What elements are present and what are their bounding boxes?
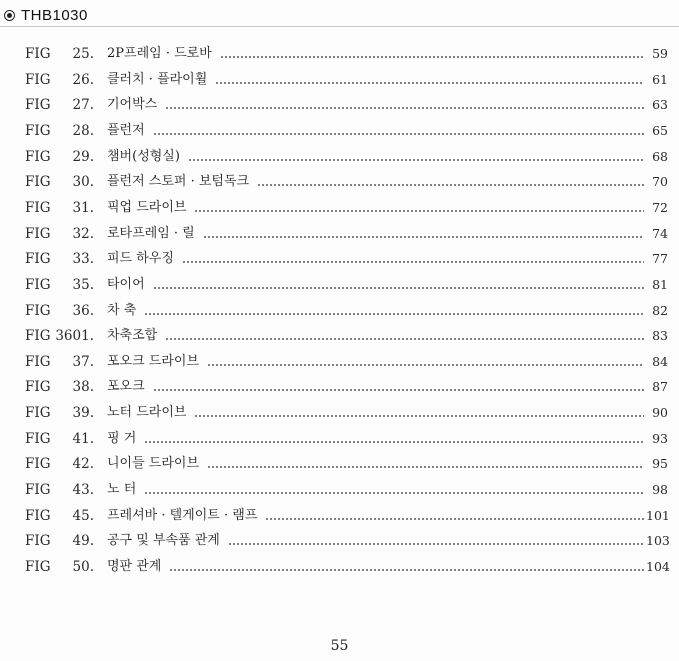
- fig-label: FIG: [25, 148, 51, 165]
- fig-number: 36.: [72, 302, 94, 319]
- fig-label: FIG: [25, 122, 51, 139]
- fig-label: FIG: [25, 482, 51, 499]
- entry-page-number: 72: [652, 199, 668, 215]
- dot-leader: [207, 466, 644, 468]
- fig-label: FIG: [25, 71, 51, 88]
- entry-title: 차축조합: [107, 328, 158, 344]
- fig-number: 33.: [72, 251, 94, 268]
- fig-number: 42.: [72, 456, 94, 473]
- dot-leader: [215, 82, 644, 84]
- fig-label: FIG: [25, 174, 51, 191]
- entry-page-number: 83: [652, 328, 668, 344]
- entry-title: 기어박스: [107, 97, 158, 113]
- fig-number: 35.: [72, 276, 94, 293]
- fig-label: FIG: [25, 405, 51, 422]
- entry-page-number: 77: [652, 251, 668, 267]
- fig-label: FIG: [25, 199, 51, 216]
- entry-page-number: 68: [652, 148, 668, 164]
- page-header: [4, 5, 88, 25]
- toc-entry: [0, 557, 679, 577]
- entry-title: 플런저: [107, 122, 145, 138]
- fig-label: FIG: [25, 559, 51, 575]
- toc-entry: [0, 326, 679, 346]
- toc-entry: [0, 301, 679, 321]
- fig-number: 38.: [72, 379, 94, 396]
- dot-leader: [228, 543, 644, 545]
- entry-title: 공구 및 부속품 관계: [107, 533, 220, 549]
- fig-label: FIG: [25, 46, 51, 62]
- toc-entry: [0, 147, 679, 167]
- toc-entry: [0, 121, 679, 141]
- dot-leader: [182, 261, 644, 263]
- fig-number: 27.: [72, 97, 94, 114]
- fig-label: FIG: [25, 379, 51, 396]
- fig-number: 31.: [72, 199, 94, 216]
- entry-title: 포오크: [107, 379, 145, 395]
- entry-page-number: 95: [652, 456, 668, 472]
- entry-page-number: 70: [652, 174, 668, 190]
- entry-title: 명판 관계: [107, 559, 162, 574]
- fig-label: FIG: [25, 225, 51, 242]
- entry-page-number: 61: [652, 71, 668, 87]
- fig-number: 25.: [72, 46, 94, 62]
- fig-label: FIG: [25, 276, 51, 293]
- entry-page-number: 87: [652, 379, 668, 395]
- entry-title: 챔버(성형실): [107, 148, 180, 164]
- toc-entry: [0, 531, 679, 551]
- toc-entry: [0, 506, 679, 526]
- dot-leader: [194, 210, 644, 212]
- circle-bullet-icon: [4, 10, 15, 21]
- dot-leader: [265, 518, 644, 520]
- toc-entry: [0, 249, 679, 269]
- entry-page-number: 90: [652, 405, 668, 421]
- entry-page-number: 98: [652, 482, 668, 498]
- page-number-footer: 55: [330, 638, 349, 654]
- fig-label: FIG: [25, 97, 51, 114]
- entry-title: 피드 하우징: [107, 251, 174, 267]
- toc-entry: [0, 275, 679, 295]
- dot-leader: [153, 133, 644, 135]
- fig-number: 26.: [72, 71, 94, 88]
- fig-number: 41.: [72, 430, 94, 447]
- entry-title: 클러치 · 플라이휠: [107, 71, 208, 87]
- toc-entry: [0, 429, 679, 449]
- dot-leader: [194, 415, 644, 417]
- dot-leader: [153, 389, 644, 391]
- fig-number: 50.: [72, 559, 94, 575]
- entry-title: 니이들 드라이브: [107, 456, 200, 472]
- fig-label: FIG: [25, 302, 51, 319]
- toc-entry: [0, 454, 679, 474]
- toc-entry: [0, 224, 679, 244]
- toc-entry: [0, 480, 679, 500]
- fig-number: 29.: [72, 148, 94, 165]
- entry-title: 차 축: [107, 302, 137, 318]
- fig-label: FIG: [25, 353, 51, 370]
- header-divider: [0, 26, 679, 27]
- entry-page-number: 84: [652, 353, 668, 369]
- entry-title: 노 터: [107, 482, 137, 498]
- dot-leader: [144, 313, 644, 315]
- toc-entry: [0, 172, 679, 192]
- fig-number: 37.: [72, 353, 94, 370]
- fig-number: 28.: [72, 122, 94, 139]
- entry-page-number: 104: [646, 559, 670, 574]
- dot-leader: [188, 159, 644, 161]
- toc-entry: [0, 377, 679, 397]
- fig-label: FIG: [25, 507, 51, 524]
- dot-leader: [257, 184, 644, 186]
- toc-entry: [0, 44, 679, 64]
- entry-page-number: 81: [652, 276, 668, 292]
- fig-number: 30.: [72, 174, 94, 191]
- fig-number: 45.: [72, 507, 94, 524]
- fig-number: 3601.: [55, 328, 94, 345]
- entry-page-number: 65: [652, 122, 668, 138]
- entry-page-number: 103: [646, 533, 670, 549]
- dot-leader: [144, 492, 644, 494]
- entry-title: 로타프레임 · 릴: [107, 225, 195, 241]
- toc-entry: [0, 403, 679, 423]
- dot-leader: [165, 338, 644, 340]
- fig-number: 39.: [72, 405, 94, 422]
- dot-leader: [220, 56, 644, 58]
- fig-label: FIG: [25, 456, 51, 473]
- entry-page-number: 82: [652, 302, 668, 318]
- fig-number: 32.: [72, 225, 94, 242]
- dot-leader: [169, 569, 644, 571]
- fig-label: FIG: [25, 328, 51, 345]
- dot-leader: [153, 287, 644, 289]
- dot-leader: [144, 441, 644, 443]
- entry-title: 플런저 스토퍼 · 보텀독크: [107, 174, 250, 190]
- entry-page-number: 63: [652, 97, 668, 113]
- entry-page-number: 74: [652, 225, 668, 241]
- entry-title: 프레셔바 · 텔게이트 · 램프: [107, 507, 258, 523]
- toc-entry: [0, 95, 679, 115]
- toc-entry: [0, 70, 679, 90]
- fig-label: FIG: [25, 251, 51, 268]
- entry-page-number: 93: [652, 430, 668, 446]
- entry-title: 노터 드라이브: [107, 405, 187, 421]
- dot-leader: [207, 364, 644, 366]
- fig-label: FIG: [25, 430, 51, 447]
- dot-leader: [203, 236, 644, 238]
- toc-entry: [0, 352, 679, 372]
- entry-title: 핑 거: [107, 430, 137, 446]
- fig-number: 43.: [72, 482, 94, 499]
- toc-entry: [0, 198, 679, 218]
- fig-label: FIG: [25, 533, 51, 550]
- fig-number: 49.: [72, 533, 94, 550]
- entry-page-number: 59: [652, 46, 668, 61]
- entry-title: 타이어: [107, 276, 145, 292]
- dot-leader: [165, 107, 644, 109]
- entry-title: 포오크 드라이브: [107, 353, 200, 369]
- entry-page-number: 101: [646, 507, 670, 523]
- entry-title: 픽업 드라이브: [107, 199, 187, 215]
- document-code: THB1030: [21, 6, 88, 24]
- entry-title: 2P프레임 · 드로바: [107, 46, 212, 61]
